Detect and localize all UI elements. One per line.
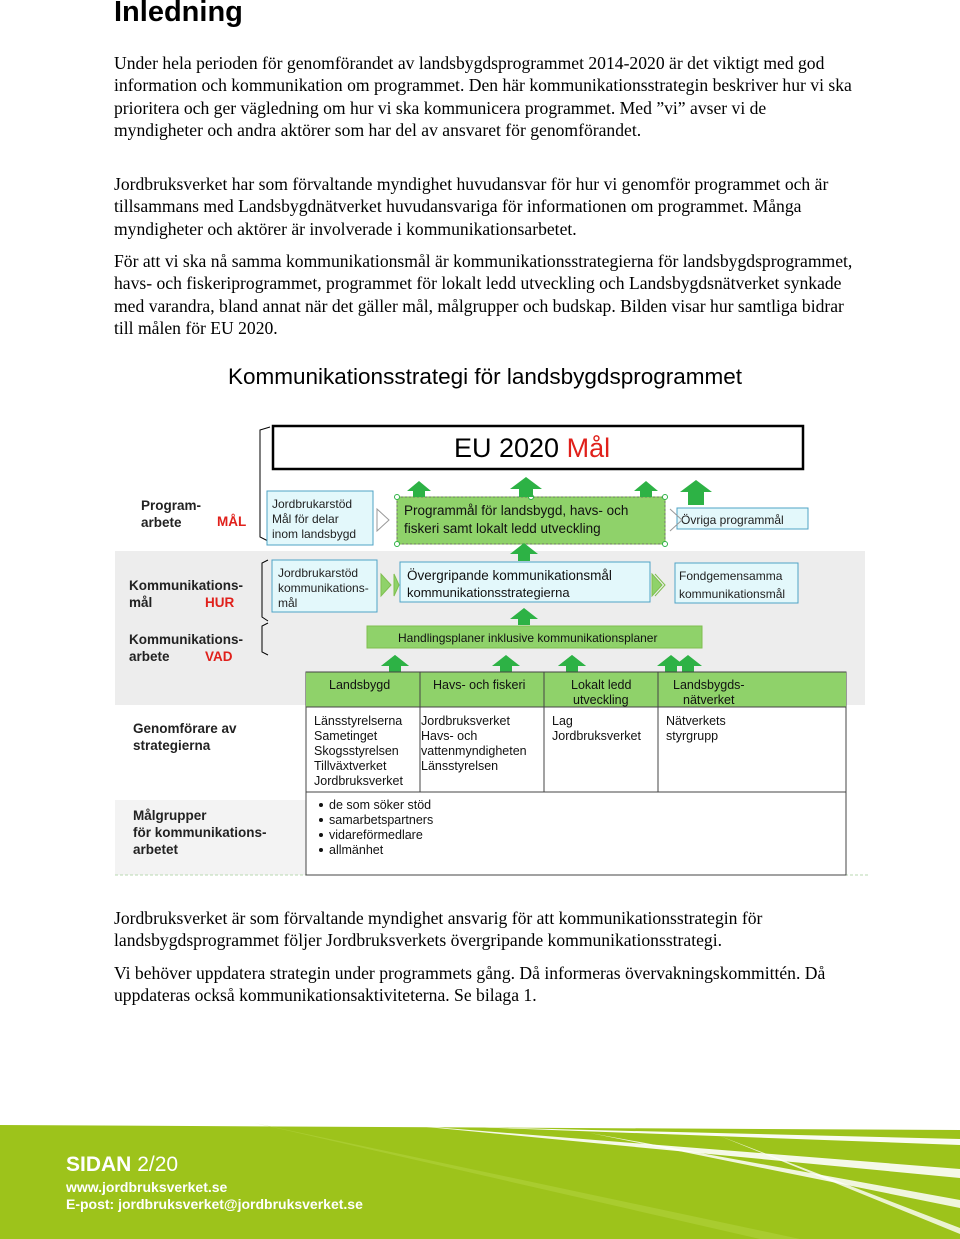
svg-text:kommunikations-: kommunikations- bbox=[278, 581, 369, 595]
svg-text:kommunikationsstrategierna: kommunikationsstrategierna bbox=[407, 585, 570, 600]
up-arrow-eu bbox=[510, 477, 542, 497]
row-label-genomforare bbox=[133, 721, 237, 753]
svg-text:strategierna: strategierna bbox=[133, 738, 211, 753]
svg-text:Kommunikations-: Kommunikations- bbox=[129, 632, 244, 647]
svg-text:Mål för delar: Mål för delar bbox=[272, 512, 339, 526]
svg-text:för kommunikations-: för kommunikations- bbox=[133, 825, 267, 840]
svg-text:Nätverkets: Nätverkets bbox=[666, 714, 726, 728]
arrow-left-to-center bbox=[377, 509, 389, 531]
svg-text:Tillväxtverket: Tillväxtverket bbox=[314, 759, 387, 773]
target-group-item: samarbetspartners bbox=[329, 813, 434, 827]
column-header-landsbygds-1: Landsbygds- bbox=[673, 678, 745, 692]
column-items-natverket bbox=[666, 714, 726, 743]
column-header-havs-fiskeri: Havs- och fiskeri bbox=[433, 678, 526, 692]
footer-email-link[interactable]: E-post: jordbruksverket@jordbruksverket.se bbox=[66, 1196, 363, 1212]
svg-text:Jordbrukarstöd: Jordbrukarstöd bbox=[278, 566, 359, 580]
svg-text:Genomförare av: Genomförare av bbox=[133, 721, 237, 736]
column-header-landsbygds-2: nätverket bbox=[683, 693, 735, 707]
svg-text:VAD: VAD bbox=[205, 649, 233, 664]
eu-2020-label: EU 2020 Mål bbox=[454, 433, 611, 463]
svg-text:inom landsbygd: inom landsbygd bbox=[272, 527, 357, 541]
svg-text:Sametinget: Sametinget bbox=[314, 729, 378, 743]
diagram-title: Kommunikationsstrategi för landsbygdsprogrammet bbox=[228, 364, 742, 389]
target-group-item: de som söker stöd bbox=[329, 798, 432, 812]
mal-box-ovriga bbox=[677, 508, 808, 529]
svg-text:Övergripande kommunikationsmå: Övergripande kommunikationsmål bbox=[407, 568, 612, 583]
svg-text:Jordbruksverket: Jordbruksverket bbox=[421, 714, 510, 728]
svg-text:styrgrupp: styrgrupp bbox=[666, 729, 719, 743]
paragraph-5: Vi behöver uppdatera strategin under programmets gång. Då informeras övervakningskommittén. Då uppdateras också kommunikationsaktiviteterna. Se bilaga 1. bbox=[114, 963, 826, 1006]
svg-text:Länsstyrelserna: Länsstyrelserna bbox=[314, 714, 403, 728]
hur-box-fondgemensamma bbox=[675, 563, 798, 603]
svg-text:kommunikationsmål: kommunikationsmål bbox=[679, 587, 786, 601]
action-plan-bar bbox=[367, 626, 702, 648]
svg-text:Havs- och: Havs- och bbox=[421, 729, 478, 743]
paragraph-3: För att vi ska nå samma kommunikationsmål är kommunikationsstrategierna för landsbygdsprogrammet, havs- och fiskeriprogrammet, programmet för lokalt ledd utveckling och Landsbygdsnätverket synkade med varandra, bland annat när det gäller mål, målgrupper och budskap. Bilden visar hur samtliga bidrar till målen för EU 2020. bbox=[114, 251, 853, 338]
svg-text:Jordbruksverket: Jordbruksverket bbox=[314, 774, 403, 788]
footer-website-link[interactable]: www.jordbruksverket.se bbox=[66, 1179, 228, 1195]
svg-text:Jordbrukarstöd: Jordbrukarstöd bbox=[272, 497, 353, 511]
up-arrow-programmal-1 bbox=[407, 481, 431, 497]
svg-text:Övriga programmål: Övriga programmål bbox=[681, 513, 784, 527]
column-header-lokalt-2: utveckling bbox=[573, 693, 629, 707]
column-header-lokalt-1: Lokalt ledd bbox=[571, 678, 632, 692]
up-arrow-programmal-2 bbox=[634, 481, 658, 497]
svg-text:mål: mål bbox=[129, 595, 153, 610]
column-header-landsbygd: Landsbygd bbox=[329, 678, 391, 692]
svg-text:fiskeri samt lokalt ledd utvec: fiskeri samt lokalt ledd utveckling bbox=[404, 521, 601, 536]
hur-box-jordbrukarstod bbox=[272, 560, 377, 612]
svg-text:mål: mål bbox=[278, 596, 298, 610]
svg-text:arbete: arbete bbox=[129, 649, 170, 664]
svg-text:Program-: Program- bbox=[141, 498, 202, 513]
svg-text:Fondgemensamma: Fondgemensamma bbox=[679, 569, 783, 583]
column-items-landsbygd bbox=[314, 714, 403, 788]
svg-text:Handlingsplaner inklusive komm: Handlingsplaner inklusive kommunikationsplaner bbox=[398, 631, 658, 645]
svg-text:MÅL: MÅL bbox=[217, 514, 247, 529]
svg-text:Lag: Lag bbox=[552, 714, 573, 728]
svg-text:Programmål för landsbygd, hav: Programmål för landsbygd, havs- och bbox=[404, 503, 629, 518]
svg-text:arbetet: arbetet bbox=[133, 842, 179, 857]
up-arrow-ovriga bbox=[680, 480, 712, 505]
paragraph-1: Under hela perioden för genomförandet av landsbygdsprogrammet 2014-2020 är det viktigt med god information och kommunikation om programmet. Den här kommunikationsstrategin beskriver hur vi ska prioritera och ger vägledning om hur vi ska kommunicera programmet. Med ”vi” avser vi de myndigheter och andra aktörer som har del av ansvaret för genomförandet. bbox=[114, 53, 852, 140]
svg-text:Länsstyrelsen: Länsstyrelsen bbox=[421, 759, 499, 773]
target-group-item: vidareförmedlare bbox=[329, 828, 423, 842]
paragraph-2: Jordbruksverket har som förvaltande myndighet huvudansvar för hur vi genomför programmet och är tillsammans med Landsbygdnätverket huvudansvariga för informationen om programmet. Många myndigheter och aktörer är involverade i kommunikationsarbetet. bbox=[114, 174, 829, 239]
svg-text:Skogsstyrelsen: Skogsstyrelsen bbox=[314, 744, 399, 758]
communication-strategy-diagram bbox=[110, 355, 870, 880]
svg-text:Jordbruksverket: Jordbruksverket bbox=[552, 729, 641, 743]
footer-page-number: SIDAN 2/20 bbox=[66, 1153, 179, 1176]
svg-text:Målgrupper: Målgrupper bbox=[133, 808, 207, 823]
svg-text:arbete: arbete bbox=[141, 515, 182, 530]
svg-text:Kommunikations-: Kommunikations- bbox=[129, 578, 244, 593]
svg-text:vattenmyndigheten: vattenmyndigheten bbox=[421, 744, 527, 758]
mal-box-jordbrukarstod bbox=[267, 491, 373, 545]
mal-box-programmal bbox=[395, 495, 668, 547]
page-title: Inledning bbox=[114, 0, 243, 28]
row-label-mal bbox=[141, 498, 246, 530]
hur-box-overgripande bbox=[400, 562, 650, 602]
svg-text:HUR: HUR bbox=[205, 595, 235, 610]
target-group-item: allmänhet bbox=[329, 843, 384, 857]
paragraph-4: Jordbruksverket är som förvaltande myndighet ansvarig för att kommunikationsstrategin för landsbygdsprogrammet följer Jordbruksverkets övergripande kommunikationsstrategi. bbox=[114, 908, 763, 951]
